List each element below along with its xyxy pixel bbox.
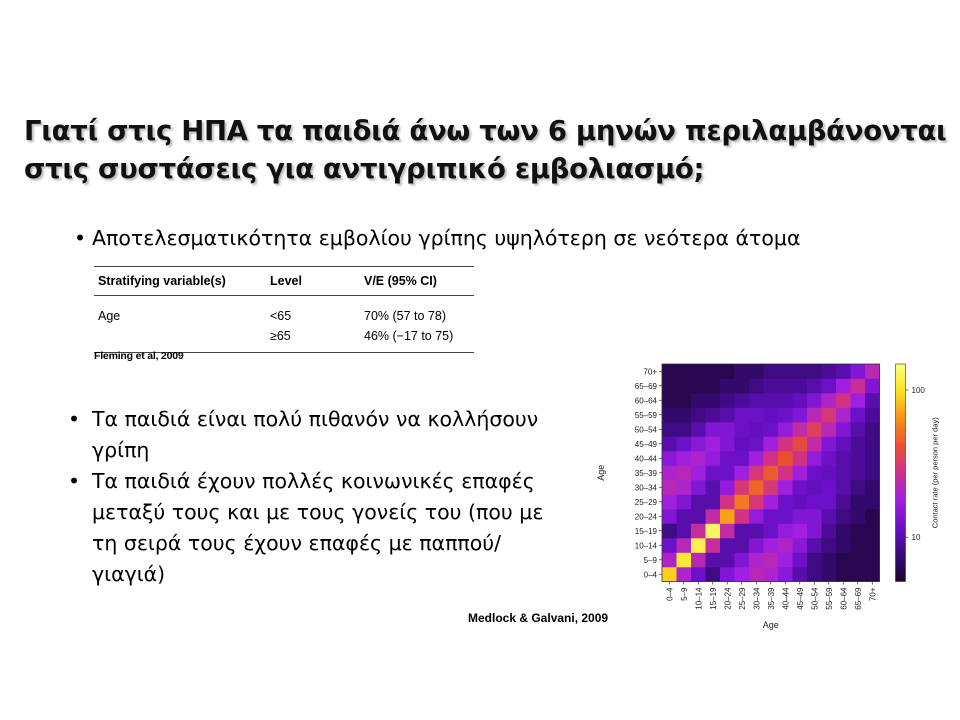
heatmap-cell [662, 466, 677, 481]
heatmap-cell [807, 480, 822, 495]
y-tick-label: 40–44 [634, 454, 657, 464]
heatmap-cell [793, 509, 808, 524]
heatmap-cell [706, 422, 721, 437]
citation-medlock: Medlock & Galvani, 2009 [468, 611, 609, 625]
y-tick-label: 20–24 [634, 512, 657, 522]
heatmap-cell [735, 567, 750, 582]
heatmap-cell [662, 567, 677, 582]
heatmap-cell [677, 509, 692, 524]
x-tick-label: 30–34 [752, 587, 762, 610]
table-header-row [94, 267, 474, 295]
heatmap-cell [764, 509, 779, 524]
bullet-dot: • [68, 407, 81, 431]
heatmap-cell [865, 480, 880, 495]
slide-title-line-1: Γιατί στις ΗΠΑ τα παιδιά άνω των 6 μηνών περιλαμβάνονται [24, 115, 947, 147]
heatmap-cell [749, 567, 764, 582]
cell-ve: 46% (−17 to 75) [364, 329, 454, 343]
heatmap-cell [822, 422, 837, 437]
heatmap-cell [691, 379, 706, 394]
heatmap-cell [735, 422, 750, 437]
y-tick-label: 60–64 [634, 396, 657, 406]
heatmap-cell [677, 379, 692, 394]
heatmap-cell [735, 466, 750, 481]
heatmap-cell [807, 553, 822, 568]
heatmap-cell [720, 524, 735, 539]
header-ve: V/E (95% CI) [364, 274, 437, 288]
heatmap-cell [836, 509, 851, 524]
heatmap-cell [691, 451, 706, 466]
slide-title [24, 112, 947, 188]
heatmap-cell [851, 466, 866, 481]
heatmap-cell [807, 509, 822, 524]
heatmap-cell [836, 524, 851, 539]
heatmap-cell [778, 379, 793, 394]
heatmap-cell [764, 466, 779, 481]
heatmap-cell [793, 538, 808, 553]
heatmap-cell [778, 466, 793, 481]
heatmap-cell [778, 393, 793, 408]
y-tick-label: 45–49 [634, 439, 657, 449]
heatmap-cell [851, 524, 866, 539]
heatmap-cell [865, 509, 880, 524]
heatmap-cell [793, 480, 808, 495]
heatmap-cell [662, 364, 677, 379]
heatmap-cell [662, 538, 677, 553]
heatmap-cell [836, 553, 851, 568]
heatmap-cell [822, 466, 837, 481]
heatmap-cell [706, 408, 721, 423]
heatmap-cell [764, 553, 779, 568]
heatmap-cell [720, 393, 735, 408]
heatmap-cell [691, 495, 706, 510]
x-tick-label: 40–44 [781, 587, 791, 610]
heatmap-cell [764, 567, 779, 582]
heatmap-cell [778, 408, 793, 423]
heatmap-cell [677, 480, 692, 495]
heatmap-cell [778, 364, 793, 379]
heatmap-cell [851, 451, 866, 466]
heatmap-svg [592, 356, 948, 636]
heatmap-cell [793, 495, 808, 510]
heatmap-cell [807, 408, 822, 423]
heatmap-cell [822, 495, 837, 510]
heatmap-cell [720, 437, 735, 452]
heatmap-cell [749, 451, 764, 466]
heatmap-cell [677, 538, 692, 553]
y-tick-label: 30–34 [634, 483, 657, 493]
heatmap-cell [691, 509, 706, 524]
heatmap-cell [677, 408, 692, 423]
heatmap-cell [865, 538, 880, 553]
heatmap-cell [793, 422, 808, 437]
heatmap-cell [677, 422, 692, 437]
heatmap-cell [836, 538, 851, 553]
main-bullet-text: Αποτελεσματικότητα εμβολίου γρίπης υψηλότερη σε νεότερα άτομα [92, 226, 801, 250]
x-tick-label: 15–19 [708, 587, 718, 610]
heatmap-cell [662, 379, 677, 394]
cell-ve: 70% (57 to 78) [364, 309, 446, 323]
heatmap-cell [764, 480, 779, 495]
heatmap-cell [706, 480, 721, 495]
header-stratifying-variable: Stratifying variable(s) [98, 274, 226, 288]
x-tick-label: 70+ [868, 587, 878, 602]
heatmap-cell [735, 379, 750, 394]
heatmap-cell [691, 393, 706, 408]
heatmap-cell [706, 567, 721, 582]
heatmap-cell [807, 364, 822, 379]
heatmap-cell [662, 553, 677, 568]
x-tick-label: 50–54 [810, 587, 820, 610]
heatmap-cell [735, 495, 750, 510]
heatmap-cell [793, 364, 808, 379]
heatmap-cell [851, 422, 866, 437]
heatmap-cell [793, 553, 808, 568]
bullet-dot: • [74, 226, 87, 250]
heatmap-cell [749, 437, 764, 452]
heatmap-cell [851, 495, 866, 510]
heatmap-cell [836, 480, 851, 495]
y-tick-label: 65–69 [634, 381, 657, 391]
x-tick-label: 65–69 [853, 587, 863, 610]
heatmap-cell [822, 364, 837, 379]
heatmap-cell [662, 524, 677, 539]
contact-rate-heatmap [592, 356, 948, 636]
list-item-text: Τα παιδιά είναι πολύ πιθανόν να κολλήσουν γρίπη [92, 407, 539, 462]
heatmap-cell [778, 422, 793, 437]
heatmap-cell [764, 451, 779, 466]
heatmap-cell [662, 451, 677, 466]
heatmap-cell [865, 451, 880, 466]
y-tick-label: 50–54 [634, 425, 657, 435]
y-tick-label: 35–39 [634, 468, 657, 478]
heatmap-cell [764, 538, 779, 553]
heatmap-cell [662, 480, 677, 495]
heatmap-cell [778, 509, 793, 524]
heatmap-cell [691, 466, 706, 481]
heatmap-cell [836, 567, 851, 582]
table-row [94, 326, 474, 346]
heatmap-cell [735, 509, 750, 524]
heatmap-cell [807, 495, 822, 510]
heatmap-cell [822, 509, 837, 524]
heatmap-cell [735, 480, 750, 495]
list-item [60, 404, 570, 466]
heatmap-cell [706, 451, 721, 466]
heatmap-cell [836, 422, 851, 437]
heatmap-cell [822, 480, 837, 495]
heatmap-cell [822, 538, 837, 553]
main-bullet [74, 226, 800, 250]
heatmap-cell [677, 364, 692, 379]
heatmap-cell [822, 408, 837, 423]
heatmap-cell [822, 437, 837, 452]
heatmap-cell [778, 538, 793, 553]
heatmap-cell [865, 408, 880, 423]
x-tick-label: 25–29 [737, 587, 747, 610]
heatmap-cell [807, 379, 822, 394]
colorbar-label: Contact rate (per person per day) [930, 417, 940, 529]
heatmap-cell [822, 379, 837, 394]
heatmap-cell [793, 379, 808, 394]
heatmap-cell [851, 393, 866, 408]
heatmap-cell [720, 408, 735, 423]
heatmap-cell [749, 480, 764, 495]
heatmap-cell [865, 495, 880, 510]
bullet-dot: • [68, 469, 81, 493]
heatmap-cell [807, 466, 822, 481]
y-axis-label: Age [596, 464, 606, 481]
heatmap-cell [851, 379, 866, 394]
heatmap-cell [778, 495, 793, 510]
heatmap-cell [807, 437, 822, 452]
heatmap-cell [836, 466, 851, 481]
y-tick-label: 10–14 [634, 541, 657, 551]
heatmap-cell [778, 451, 793, 466]
x-tick-label: 45–49 [795, 587, 805, 610]
heatmap-cell [691, 480, 706, 495]
heatmap-cell [706, 538, 721, 553]
heatmap-cell [851, 408, 866, 423]
heatmap-cell [764, 408, 779, 423]
heatmap-cell [691, 538, 706, 553]
heatmap-cell [836, 379, 851, 394]
heatmap-cell [807, 567, 822, 582]
heatmap-cell [720, 480, 735, 495]
heatmap-cell [865, 466, 880, 481]
heatmap-cell [720, 422, 735, 437]
heatmap-cell [749, 538, 764, 553]
heatmap-cell [807, 524, 822, 539]
cell-level: <65 [270, 309, 292, 323]
heatmap-cell [706, 524, 721, 539]
heatmap-cell [720, 553, 735, 568]
heatmap-cell [749, 393, 764, 408]
y-tick-label: 0–4 [643, 570, 657, 580]
heatmap-cell [793, 393, 808, 408]
heatmap-cell [720, 567, 735, 582]
heatmap-cell [735, 553, 750, 568]
heatmap-cell [677, 466, 692, 481]
citation-fleming: Fleming et al, 2009 [94, 350, 184, 362]
y-tick-label: 25–29 [634, 497, 657, 507]
x-tick-label: 60–64 [839, 587, 849, 610]
heatmap-cell [793, 466, 808, 481]
heatmap-cell [706, 553, 721, 568]
heatmap-cell [735, 393, 750, 408]
heatmap-cell [822, 393, 837, 408]
heatmap-cell [836, 364, 851, 379]
heatmap-cell [662, 437, 677, 452]
heatmap-cell [677, 437, 692, 452]
heatmap-cell [793, 524, 808, 539]
heatmap-cell [706, 437, 721, 452]
heatmap-cell [865, 567, 880, 582]
heatmap-cell [851, 509, 866, 524]
heatmap-cell [807, 422, 822, 437]
heatmap-cell [822, 567, 837, 582]
heatmap-cell [836, 451, 851, 466]
heatmap-cell [691, 524, 706, 539]
heatmap-cell [735, 437, 750, 452]
heatmap-cell [865, 553, 880, 568]
heatmap-cell [822, 553, 837, 568]
heatmap-cell [764, 495, 779, 510]
heatmap-cell [706, 495, 721, 510]
heatmap-cell [662, 422, 677, 437]
colorbar [896, 364, 906, 582]
heatmap-cell [706, 364, 721, 379]
heatmap-cell [764, 393, 779, 408]
heatmap-cell [706, 466, 721, 481]
heatmap-cell [720, 379, 735, 394]
heatmap-cell [720, 538, 735, 553]
heatmap-cell [749, 495, 764, 510]
heatmap-cell [720, 466, 735, 481]
heatmap-cell [793, 451, 808, 466]
heatmap-cell [749, 524, 764, 539]
heatmap-cell [691, 364, 706, 379]
heatmap-cell [836, 495, 851, 510]
heatmap-cell [807, 451, 822, 466]
heatmap-cell [706, 379, 721, 394]
heatmap-cell [807, 538, 822, 553]
y-tick-label: 15–19 [634, 526, 657, 536]
x-axis-label: Age [762, 620, 779, 630]
heatmap-cell [836, 408, 851, 423]
heatmap-cell [851, 553, 866, 568]
heatmap-cell [749, 509, 764, 524]
heatmap-cell [851, 437, 866, 452]
heatmap-cell [691, 437, 706, 452]
heatmap-cell [793, 408, 808, 423]
heatmap-cell [677, 567, 692, 582]
heatmap-cell [865, 379, 880, 394]
heatmap-cell [836, 437, 851, 452]
heatmap-cell [778, 553, 793, 568]
slide-title-line-2: στις συστάσεις για αντιγριπικό εμβολιασμό; [24, 153, 705, 185]
heatmap-cell [865, 437, 880, 452]
x-tick-label: 55–59 [824, 587, 834, 610]
cell-level: ≥65 [270, 329, 291, 343]
heatmap-cell [793, 437, 808, 452]
table-row [94, 306, 474, 326]
heatmap-cell [836, 393, 851, 408]
vaccine-efficacy-table [94, 266, 474, 353]
heatmap-cell [764, 524, 779, 539]
lower-bullet-list [60, 404, 570, 590]
heatmap-cell [720, 451, 735, 466]
heatmap-cell [677, 553, 692, 568]
heatmap-cell [778, 437, 793, 452]
heatmap-cell [677, 495, 692, 510]
heatmap-cell [662, 495, 677, 510]
heatmap-cell [764, 364, 779, 379]
heatmap-cell [691, 408, 706, 423]
heatmap-cell [865, 364, 880, 379]
heatmap-cell [735, 538, 750, 553]
heatmap-cell [720, 495, 735, 510]
heatmap-cell [851, 567, 866, 582]
list-item [60, 466, 570, 590]
heatmap-cell [778, 480, 793, 495]
y-tick-label: 55–59 [634, 410, 657, 420]
heatmap-cell [735, 408, 750, 423]
heatmap-cell [807, 393, 822, 408]
heatmap-cell [851, 538, 866, 553]
heatmap-cell [662, 393, 677, 408]
heatmap-cell [865, 422, 880, 437]
heatmap-cell [735, 451, 750, 466]
heatmap-cell [778, 567, 793, 582]
heatmap-cell [749, 422, 764, 437]
x-tick-label: 20–24 [723, 587, 733, 610]
heatmap-cell [851, 364, 866, 379]
heatmap-cell [764, 437, 779, 452]
x-tick-label: 35–39 [766, 587, 776, 610]
heatmap-cell [677, 393, 692, 408]
heatmap-cell [691, 422, 706, 437]
x-tick-label: 10–14 [694, 587, 704, 610]
heatmap-cell [793, 567, 808, 582]
heatmap-cell [691, 567, 706, 582]
heatmap-cell [677, 451, 692, 466]
heatmap-cell [677, 524, 692, 539]
heatmap-cell [749, 364, 764, 379]
heatmap-cell [749, 379, 764, 394]
heatmap-cell [720, 509, 735, 524]
heatmap-cell [764, 379, 779, 394]
heatmap-cell [822, 451, 837, 466]
heatmap-cell [749, 408, 764, 423]
heatmap-cell [720, 364, 735, 379]
header-level: Level [270, 274, 302, 288]
heatmap-cell [865, 524, 880, 539]
heatmap-cell [851, 480, 866, 495]
y-tick-label: 5–9 [643, 555, 657, 565]
x-tick-label: 5–9 [679, 587, 689, 601]
heatmap-cell [662, 408, 677, 423]
list-item-text: Τα παιδιά έχουν πολλές κοινωνικές επαφές μεταξύ τους και με τους γονείς του (που με τη σειρά τους έχουν επαφές με παππού/γιαγιά) [92, 469, 544, 586]
x-tick-label: 0–4 [665, 587, 675, 601]
heatmap-cell [865, 393, 880, 408]
heatmap-cell [735, 524, 750, 539]
heatmap-cell [662, 509, 677, 524]
heatmap-cell [691, 553, 706, 568]
heatmap-cell [749, 466, 764, 481]
heatmap-cell [706, 509, 721, 524]
colorbar-tick-label: 100 [911, 385, 925, 395]
heatmap-cell [749, 553, 764, 568]
heatmap-cell [778, 524, 793, 539]
heatmap-cell [735, 364, 750, 379]
colorbar-tick-label: 10 [911, 533, 921, 543]
heatmap-cell [764, 422, 779, 437]
heatmap-cell [706, 393, 721, 408]
y-tick-label: 70+ [643, 367, 657, 377]
heatmap-cell [822, 524, 837, 539]
cell-variable: Age [98, 309, 121, 323]
